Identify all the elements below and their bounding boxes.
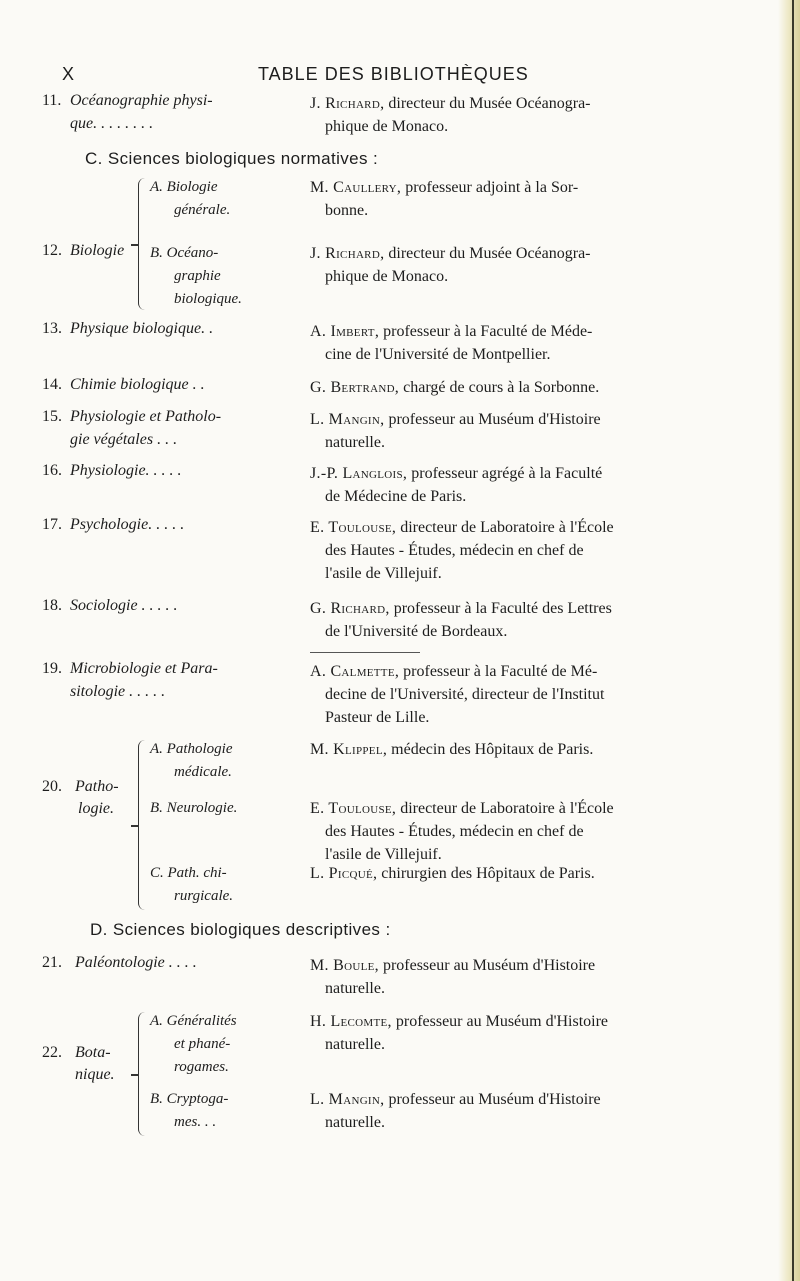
entry-subject: que. . . . . . . . [70,115,154,132]
sub-label: B. Océano- [150,245,219,261]
author-desc: professeur au Muséum d'Histoire [388,411,601,428]
author-desc: de Médecine de Paris. [325,488,467,505]
author-desc: professeur au Muséum d'Histoire [382,957,596,974]
sub-label: médicale. [174,764,232,780]
author-desc: chargé de cours à la Sorbonne. [403,379,600,396]
sub-label: générale. [174,202,231,218]
entry-number: 20. [42,778,62,795]
page-edge-line [792,0,794,1281]
author-desc: naturelle. [325,1114,385,1131]
author-name: L. Picqué, [310,865,378,882]
section-heading: D. Sciences biologiques descriptives : [90,920,391,939]
author-desc: directeur de Laboratoire à l'École [400,800,614,817]
author-desc: professeur au Muséum d'Histoire [395,1013,609,1030]
entry-group: Biologie [70,242,125,259]
author-name: M. Boule, [310,957,379,974]
entry-subject: Microbiologie et Para- [70,660,218,677]
brace [138,1012,145,1136]
author-desc: cine de l'Université de Montpellier. [325,346,551,363]
entry-number: 22. [42,1044,62,1061]
entry-subject: sitologie . . . . . [70,683,166,700]
sub-label: A. Pathologie [150,741,233,757]
author-name: J. Richard, [310,245,385,262]
entry-group: nique. [75,1066,115,1083]
entry-subject: gie végétales . . . [70,431,178,448]
entry-number: 16. [42,462,62,479]
sub-label: B. Cryptoga- [150,1091,229,1107]
author-desc: l'asile de Villejuif. [325,565,442,582]
author-desc: phique de Monaco. [325,118,449,135]
author-name: H. Lecomte, [310,1013,392,1030]
entry-number: 13. [42,320,62,337]
author-name: L. Mangin, [310,1091,385,1108]
entry-group: logie. [78,800,114,817]
author-desc: naturelle. [325,434,385,451]
author-desc: chirurgien des Hôpitaux de Paris. [381,865,595,882]
entry-subject: Océanographie physi- [70,92,213,109]
page-title: TABLE DES BIBLIOTHÈQUES [258,64,529,84]
entry-subject: Paléontologie . . . . [75,954,197,971]
entry-number: 14. [42,376,62,393]
entry-subject: Physique biologique. . [70,320,214,337]
sub-label: rurgicale. [174,888,234,904]
entry-number: 15. [42,408,62,425]
author-desc: des Hautes - Études, médecin en chef de [325,823,584,840]
entry-number: 12. [42,242,62,259]
brace [138,740,145,910]
author-name: J.-P. Langlois, [310,465,408,482]
page-number: X [62,64,76,84]
entry-group: Patho- [75,778,119,795]
author-desc: phique de Monaco. [325,268,449,285]
author-name: G. Bertrand, [310,379,400,396]
sub-label: graphie [174,268,221,284]
brace [138,178,145,310]
author-name: A. Calmette, [310,663,400,680]
sub-label: rogames. [174,1059,229,1075]
author-name: E. Toulouse, [310,800,397,817]
author-desc: professeur agrégé à la Faculté [411,465,603,482]
sub-label: biologique. [174,291,242,307]
author-desc: directeur du Musée Océanogra- [388,245,591,262]
author-name: L. Mangin, [310,411,385,428]
sub-label: A. Biologie [150,179,218,195]
entry-subject: Chimie biologique . . [70,376,205,393]
author-name: M. Caullery, [310,179,402,196]
author-desc: des Hautes - Études, médecin en chef de [325,542,584,559]
entry-number: 11. [42,92,62,109]
author-desc: professeur à la Faculté de Mé- [403,663,598,680]
entry-subject: Psychologie. . . . . [70,516,185,533]
author-desc: professeur à la Faculté des Lettres [393,600,612,617]
author-desc: naturelle. [325,980,385,997]
author-desc: professeur au Muséum d'Histoire [388,1091,601,1108]
author-name: M. Klippel, [310,741,388,758]
entry-number: 17. [42,516,62,533]
author-desc: bonne. [325,202,369,219]
author-name: J. Richard, [310,95,385,112]
author-desc: directeur du Musée Océanogra- [388,95,591,112]
author-name: A. Imbert, [310,323,380,340]
author-name: G. Richard, [310,600,390,617]
author-desc: de l'Université de Bordeaux. [325,623,508,640]
entry-group: Bota- [75,1044,111,1061]
entry-number: 21. [42,954,62,971]
author-desc: naturelle. [325,1036,385,1053]
sub-label: C. Path. chi- [150,865,227,881]
author-desc: decine de l'Université, directeur de l'Institut [325,686,605,703]
author-name: E. Toulouse, [310,519,397,536]
author-desc: l'asile de Villejuif. [325,846,442,863]
separator-rule [310,652,420,653]
author-desc: professeur à la Faculté de Méde- [383,323,593,340]
entry-subject: Physiologie et Patholo- [70,408,222,425]
entry-number: 18. [42,597,62,614]
sub-label: mes. . . [174,1114,217,1130]
author-desc: médecin des Hôpitaux de Paris. [391,741,594,758]
sub-label: A. Généralités [150,1013,237,1029]
page-edge [778,0,800,1281]
author-desc: professeur adjoint à la Sor- [405,179,579,196]
sub-label: et phané- [174,1036,231,1052]
author-desc: directeur de Laboratoire à l'École [400,519,614,536]
entry-number: 19. [42,660,62,677]
author-desc: Pasteur de Lille. [325,709,430,726]
sub-label: B. Neurologie. [150,800,238,816]
entry-subject: Sociologie . . . . . [70,597,178,614]
section-heading: C. Sciences biologiques normatives : [85,149,379,168]
entry-subject: Physiologie. . . . . [70,462,182,479]
